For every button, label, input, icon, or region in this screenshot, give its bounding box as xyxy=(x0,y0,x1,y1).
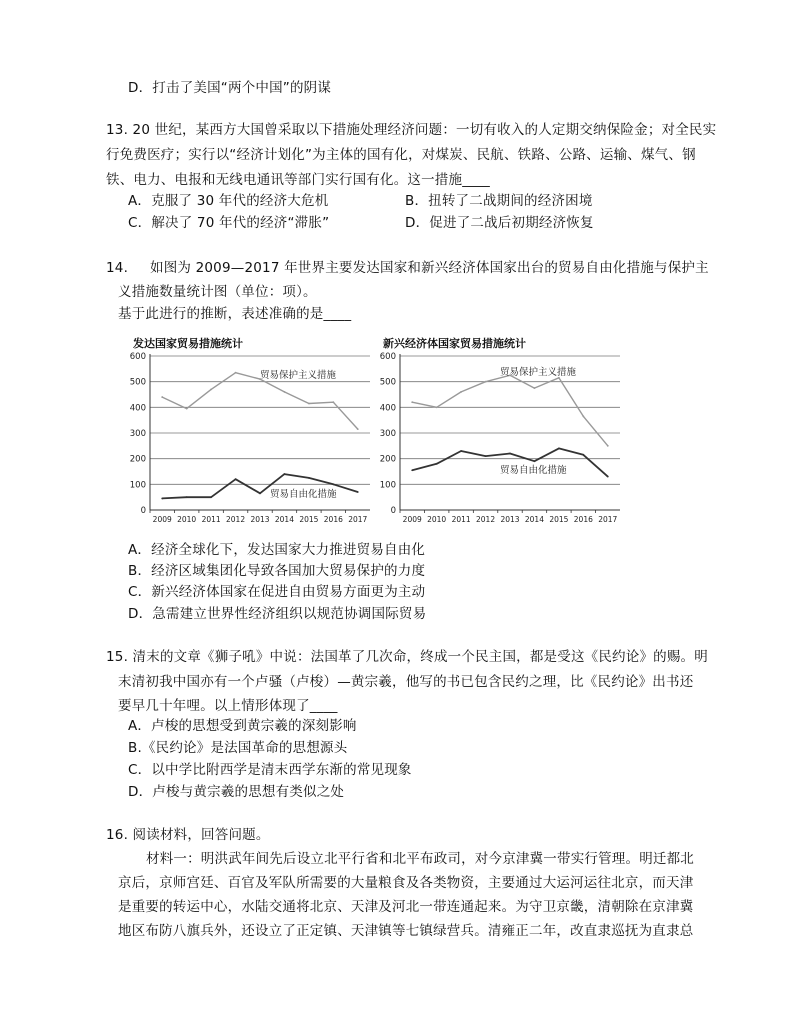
q14-number: 14. xyxy=(106,260,129,276)
q12-option-d: D．打击了美国“两个中国”的阴谋 xyxy=(128,80,332,96)
left-data-point xyxy=(284,473,286,475)
left-data-point xyxy=(235,372,237,374)
left-data-point xyxy=(332,483,334,485)
right-series-label-liberalization: 贸易自由化措施 xyxy=(500,465,567,476)
left-y-tick-label: 0 xyxy=(140,506,146,516)
left-data-point xyxy=(308,477,310,479)
left-data-point xyxy=(161,498,163,500)
left-series-line-protection xyxy=(162,373,358,429)
q14-stem-line-3: 基于此进行的推断，表述准确的是____ xyxy=(118,306,352,322)
right-x-tick-label: 2012 xyxy=(476,515,496,524)
left-y-tick-label: 300 xyxy=(129,429,146,439)
q14-option-d: D．急需建立世界性经济组织以规范协调国际贸易 xyxy=(128,606,427,622)
right-data-point xyxy=(485,455,487,457)
right-data-point xyxy=(485,381,487,383)
right-data-point xyxy=(607,476,609,478)
left-x-tick-label: 2015 xyxy=(299,515,319,524)
left-y-tick-label: 400 xyxy=(129,403,146,414)
q13-option-b: B．扭转了二战期间的经济困境 xyxy=(405,193,593,209)
q15-option-c: C．以中学比附西学是清末西学东渐的常见现象 xyxy=(128,762,412,778)
q13-stem-line-1: 13. 20 世纪，某西方大国曾采取以下措施处理经济问题：一切有收入的人定期交纳保险金；对全民实 xyxy=(106,122,717,138)
q13-stem-line-2: 行免费医疗；实行以“经济计划化”为主体的国有化，对煤炭、民航、铁路、公路、运输、煤气、钢 xyxy=(106,147,696,163)
right-x-tick-label: 2015 xyxy=(549,515,569,524)
left-y-tick-label: 200 xyxy=(129,454,146,465)
right-data-point xyxy=(411,469,413,471)
q16-material-line-4: 地区布防八旗兵外，还设立了正定镇、天津镇等七镇绿营兵。清雍正二年，改直隶巡抚为直隶总 xyxy=(118,923,694,939)
right-x-tick-label: 2016 xyxy=(573,515,593,524)
q13-option-a: A．克服了 30 年代的经济大危机 xyxy=(128,193,329,209)
q16-material-line-1: 材料一：明洪武年间先后设立北平行省和北平布政司，对今京津冀一带实行管理。明迁都北 xyxy=(146,851,694,867)
q15-stem-line-1: 15. 清末的文章《狮子吼》中说：法国革了几次命，终成一个民主国，都是受这《民约论》的赐。明 xyxy=(106,649,708,665)
left-data-point xyxy=(332,401,334,403)
right-y-tick-label: 100 xyxy=(379,480,396,491)
right-x-tick-label: 2017 xyxy=(598,515,618,524)
left-data-point xyxy=(357,491,359,493)
right-data-point xyxy=(509,453,511,455)
right-data-point xyxy=(558,448,560,450)
q14-option-c: C．新兴经济体国家在促进自由贸易方面更为主动 xyxy=(128,584,426,600)
left-x-tick-label: 2010 xyxy=(177,515,197,524)
right-data-point xyxy=(436,406,438,408)
q15-option-d: D．卢梭与黄宗羲的思想有类似之处 xyxy=(128,784,345,800)
right-x-tick-label: 2011 xyxy=(451,515,471,524)
q14-stem-line-1: 如图为 2009—2017 年世界主要发达国家和新兴经济体国家出台的贸易自由化措施与保护主 xyxy=(150,260,709,276)
chart-developed-countries xyxy=(120,350,376,528)
left-x-tick-label: 2012 xyxy=(226,515,246,524)
left-data-point xyxy=(259,492,261,494)
q13-option-c: C．解决了 70 年代的经济“滞胀” xyxy=(128,215,330,231)
right-x-tick-label: 2009 xyxy=(402,515,422,524)
q13-stem-line-3: 铁、电力、电报和无线电通讯等部门实行国有化。这一措施____ xyxy=(106,172,490,188)
q15-stem-line-2: 末清初我中国亦有一个卢骚（卢梭）—黄宗羲，他写的书已包含民约之理，比《民约论》出书还 xyxy=(118,674,694,690)
left-x-tick-label: 2011 xyxy=(201,515,221,524)
right-y-tick-label: 500 xyxy=(379,377,396,388)
q14-stem-line-2: 义措施数量统计图（单位：项）。 xyxy=(118,284,317,300)
left-y-tick-label: 100 xyxy=(129,480,146,491)
right-y-tick-label: 300 xyxy=(379,429,396,439)
q14-option-a: A．经济全球化下，发达国家大力推进贸易自由化 xyxy=(128,542,426,558)
left-x-tick-label: 2016 xyxy=(323,515,343,524)
left-series-label-protection: 贸易保护主义措施 xyxy=(260,370,337,381)
right-y-tick-label: 400 xyxy=(379,403,396,414)
chart-emerging-economies xyxy=(370,350,626,528)
left-data-point xyxy=(235,478,237,480)
right-series-line-protection xyxy=(412,375,608,446)
right-y-tick-label: 600 xyxy=(379,352,396,362)
right-data-point xyxy=(460,450,462,452)
chart-left-title: 发达国家贸易措施统计 xyxy=(133,337,243,350)
right-data-point xyxy=(607,445,609,447)
q16-material-line-3: 是重要的转运中心，水陆交通将北京、天津及河北一带连通起来。为守卫京畿，清朝除在京津冀 xyxy=(118,899,694,915)
right-x-tick-label: 2013 xyxy=(500,515,520,524)
right-x-tick-label: 2010 xyxy=(427,515,447,524)
chart-right-title: 新兴经济体国家贸易措施统计 xyxy=(383,337,526,350)
q16-stem: 16. 阅读材料，回答问题。 xyxy=(106,827,270,843)
left-y-tick-label: 500 xyxy=(129,377,146,388)
right-y-tick-label: 200 xyxy=(379,454,396,465)
q13-option-d: D．促进了二战后初期经济恢复 xyxy=(405,215,594,231)
q14-option-b: B．经济区域集团化导致各国加大贸易保护的力度 xyxy=(128,563,426,579)
left-data-point xyxy=(186,496,188,498)
right-data-point xyxy=(460,391,462,393)
left-series-label-liberalization: 贸易自由化措施 xyxy=(270,489,337,500)
right-data-point xyxy=(534,460,536,462)
left-x-tick-label: 2017 xyxy=(348,515,368,524)
right-data-point xyxy=(582,415,584,417)
right-x-tick-label: 2014 xyxy=(524,515,544,524)
right-data-point xyxy=(534,387,536,389)
q15-option-b: B.《民约论》是法国革命的思想源头 xyxy=(128,740,348,756)
q15-option-a: A．卢梭的思想受到黄宗羲的深刻影响 xyxy=(128,718,357,734)
q16-material-line-2: 京后，京师宫廷、百官及军队所需要的大量粮食及各类物资，主要通过大运河运往北京，而天津 xyxy=(118,875,694,891)
q15-stem-line-3: 要早几十年哩。以上情形体现了____ xyxy=(118,698,338,714)
left-y-tick-label: 600 xyxy=(129,352,146,362)
right-data-point xyxy=(436,463,438,465)
left-data-point xyxy=(284,391,286,393)
right-data-point xyxy=(582,454,584,456)
right-series-label-protection: 贸易保护主义措施 xyxy=(500,367,577,378)
left-data-point xyxy=(210,388,212,390)
left-data-point xyxy=(357,428,359,430)
right-y-tick-label: 0 xyxy=(390,506,396,516)
left-x-tick-label: 2014 xyxy=(274,515,294,524)
left-data-point xyxy=(186,408,188,410)
right-data-point xyxy=(411,401,413,403)
left-data-point xyxy=(210,496,212,498)
left-data-point xyxy=(308,403,310,405)
left-x-tick-label: 2013 xyxy=(250,515,270,524)
left-x-tick-label: 2009 xyxy=(152,515,172,524)
left-data-point xyxy=(161,396,163,398)
